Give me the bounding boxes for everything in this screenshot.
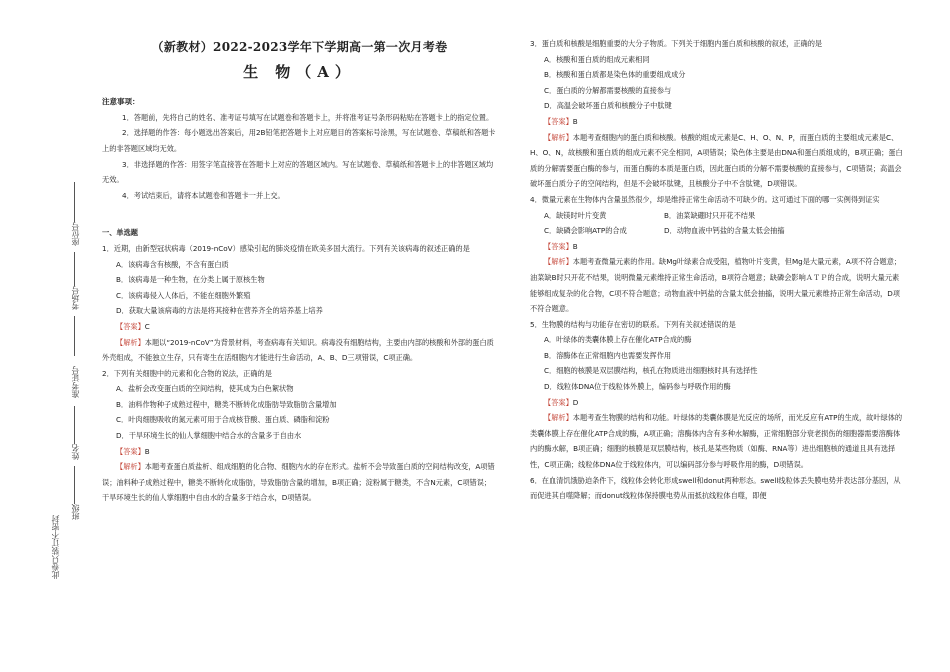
name-label: 姓名 (71, 444, 80, 460)
answer-tag: 【答案】 (544, 397, 573, 407)
answer-value: D (572, 397, 579, 407)
question-option: B．油菜缺硼时只开花不结果 (664, 210, 756, 220)
question-option: B．溶酶体在正常细胞内也需要发挥作用 (544, 350, 672, 360)
explanation (530, 410, 905, 472)
question-stem: 6．在血清饥饿胁迫条件下，线粒体会转化形成swell和donut两种形态。swell线粒体丢失膜电势并表达部分基因，从而促进其自噬降解；而donut线粒体保持膜电势从而抵抗线粒体自噬，即便 (530, 475, 901, 501)
question-option: C．细胞的核膜是双层膜结构，核孔在物质进出细胞核时具有选择性 (544, 366, 758, 376)
answer-value: B (144, 446, 150, 456)
answer-line (116, 319, 497, 335)
answer-tag: 【答案】 (116, 446, 145, 456)
seat-label: 座位号 (71, 222, 80, 246)
answer-line (116, 444, 497, 460)
question-option: B．核酸和蛋白质都是染色体的重要组成成分 (544, 70, 686, 80)
right-column (530, 36, 905, 504)
document-title: （新教材）2022-2023学年下学期高一第一次月考卷 (151, 40, 448, 54)
question-stem: 4．微量元素在生物体内含量虽然很少，却是维持正常生命活动不可缺少的。这可通过下面的哪一实例得到证实 (530, 194, 880, 204)
question-option: A．盐析会改变蛋白质的空间结构，使其成为白色絮状物 (116, 384, 294, 394)
question-stem: 5．生物膜的结构与功能存在密切的联系。下列有关叙述错误的是 (530, 319, 736, 329)
question-option: A．缺镁时叶片变黄 (544, 210, 607, 220)
explanation-text: 本题考查生物膜的结构和功能。叶绿体的类囊体膜是光反应的场所，而光反应有ATP的生成，故叶绿体的类囊体膜上存在催化ATP合成的酶，A项正确；溶酶体内含有多种水解酶，正常细胞部分衰老损伤的细胞器需要溶酶体内的酶水解，B项正确；细胞的核膜是双层膜结构，核孔是某些物质（如酶、RNA等）进出细胞核的通道且具有选择性，C项正确；线粒体DNA位于线粒体内，可以编码部分参与呼吸作用的酶，D项错误。 (530, 413, 903, 470)
class-label: 班级 (71, 504, 80, 520)
section-heading: 一、单选题 (102, 228, 138, 238)
explanation (102, 459, 497, 506)
options-row (544, 208, 905, 224)
binding-line (74, 182, 75, 222)
question-option: D．动物血液中钙盐的含量太低会抽搐 (664, 226, 785, 236)
question-option: B．油料作物种子成熟过程中，糖类不断转化成脂肪导致脂肪含量增加 (116, 399, 337, 409)
answer-tag: 【答案】 (116, 321, 145, 331)
explanation-tag: 【解析】 (544, 132, 573, 142)
question-option: A．叶绿体的类囊体膜上存在催化ATP合成的酶 (544, 335, 692, 345)
explanation-text: 本题以“2019-nCoV”为背景材料，考查病毒有关知识。病毒没有细胞结构，主要由内部的核酸和外部的蛋白质外壳组成，不能独立生存，只有寄生在活细胞内才能进行生命活动，A、B、D三项错误，C项正确。 (102, 337, 494, 363)
question-option: D．干旱环境生长的仙人掌细胞中结合水的含量多于自由水 (116, 431, 302, 441)
question-option: C．蛋白质的分解都需要核酸的直接参与 (544, 85, 672, 95)
notice-item: 4．考试结束后，请将本试题卷和答题卡一并上交。 (122, 190, 285, 200)
answer-line (544, 114, 905, 130)
question-option: C．叶肉细胞吸收的氮元素可用于合成核苷酸、蛋白质、磷脂和淀粉 (116, 415, 330, 425)
notice-heading: 注意事项： (102, 97, 140, 107)
explanation-tag: 【解析】 (544, 413, 573, 423)
ticket-number-label: 准考证号 (71, 366, 80, 398)
answer-line (544, 395, 905, 411)
answer-value: B (572, 116, 578, 126)
explanation (530, 130, 905, 192)
notice-item: 1．答题前，先将自己的姓名、准考证号填写在试题卷和答题卡上，并将准考证号条形码粘贴在答题卡上的指定位置。 (122, 112, 494, 122)
explanation-text: 本题考查细胞内的蛋白质和核酸。核酸的组成元素是C、H、O、N、P，而蛋白质的主要组成元素是C、H、O、N，故核酸和蛋白质的组成元素不完全相同，A项错误；染色体主要是由DNA和蛋白质组成的，B项正确；蛋白质的分解需要蛋白酶的参与，而蛋白酶的本质是蛋白质，因此蛋白质的分解不需要核酸的直接参与，C项错误；高温会破坏蛋白质分子的空间结构，但是不会破坏肽键，且核酸分子中不含肽键，D项错误。 (530, 132, 903, 189)
explanation-tag: 【解析】 (544, 257, 573, 267)
answer-value: C (144, 321, 150, 331)
options-row (544, 223, 905, 239)
explanation-tag: 【解析】 (116, 462, 145, 472)
question-option: D．获取大量该病毒的方法是将其接种在营养齐全的培养基上培养 (116, 306, 323, 316)
question-option: D．高温会破坏蛋白质和核酸分子中肽键 (544, 101, 672, 111)
question-option: A．核酸和蛋白质的组成元素相同 (544, 54, 650, 64)
exam-room-label: 考场号 (71, 286, 80, 310)
left-column (102, 0, 497, 506)
notice-item: 3．非选择题的作答：用签字笔直接答在答题卡上对应的答题区域内。写在试题卷、草稿纸和答题卡上的非答题区域均无效。 (102, 159, 494, 185)
question-option: D．线粒体DNA位于线粒体外膜上，编码参与呼吸作用的酶 (544, 382, 731, 392)
question-stem: 2．下列有关细胞中的元素和化合物的说法，正确的是 (102, 368, 272, 378)
question-option: C．该病毒侵入人体后，不能在细胞外繁殖 (116, 290, 251, 300)
binding-line (74, 316, 75, 356)
question-option: C．缺磷会影响ATP的合成 (544, 226, 627, 236)
explanation-text: 本题考查蛋白质盐析、组成细胞的化合物、细胞内水的存在形式。盐析不会导致蛋白质的空间结构改变，A项错误；油料种子成熟过程中，糖类不断转化成脂肪，导致脂肪含量的增加，B项正确；淀粉属于糖类，不含N元素，C项错误；干旱环境生长的仙人掌细胞中自由水的含量多于结合水，D项错误。 (102, 462, 495, 503)
answer-tag: 【答案】 (544, 241, 573, 251)
explanation-tag: 【解析】 (116, 337, 145, 347)
notice-item: 2．选择题的作答：每小题选出答案后，用2B铅笔把答题卡上对应题目的答案标号涂黑，写在试题卷、草稿纸和答题卡上的非答题区域均无效。 (102, 128, 496, 153)
question-stem: 3．蛋白质和核酸是细胞重要的大分子物质。下列关于细胞内蛋白质和核酸的叙述，正确的是 (530, 39, 823, 48)
explanation (530, 254, 905, 316)
explanation (102, 335, 497, 366)
document-subtitle: 生 物（A） (243, 62, 356, 81)
question-option: A．该病毒含有核酸，不含有蛋白质 (116, 259, 229, 269)
question-option: B．该病毒是一种生物，在分类上属于原核生物 (116, 275, 265, 285)
question-stem: 1．近期，由新型冠状病毒（2019-nCoV）感染引起的肺炎疫情在欧美多国大流行。下列有关该病毒的叙述正确的是 (102, 243, 470, 253)
binding-line (74, 252, 75, 286)
binding-line (74, 466, 75, 504)
answer-value: B (572, 241, 578, 251)
answer-tag: 【答案】 (544, 116, 573, 126)
binding-line (74, 406, 75, 444)
explanation-text: 本题考查微量元素的作用。缺Mg叶绿素合成受阻，植物叶片变黄，但Mg是大量元素，A项不符合题意；油菜缺B时只开花不结果，说明微量元素维持正常生命活动，B项符合题意；缺磷会影响ＡＴＰ的合成，说明大量元素能够组成复杂的化合物，C项不符合题意；动物血液中钙盐的含量太低会抽搐，说明大量元素维持正常生命活动，D项不符合题意。 (530, 257, 902, 314)
answer-line (544, 239, 905, 255)
seal-notice: 此卷只装订不密封 (51, 515, 60, 579)
